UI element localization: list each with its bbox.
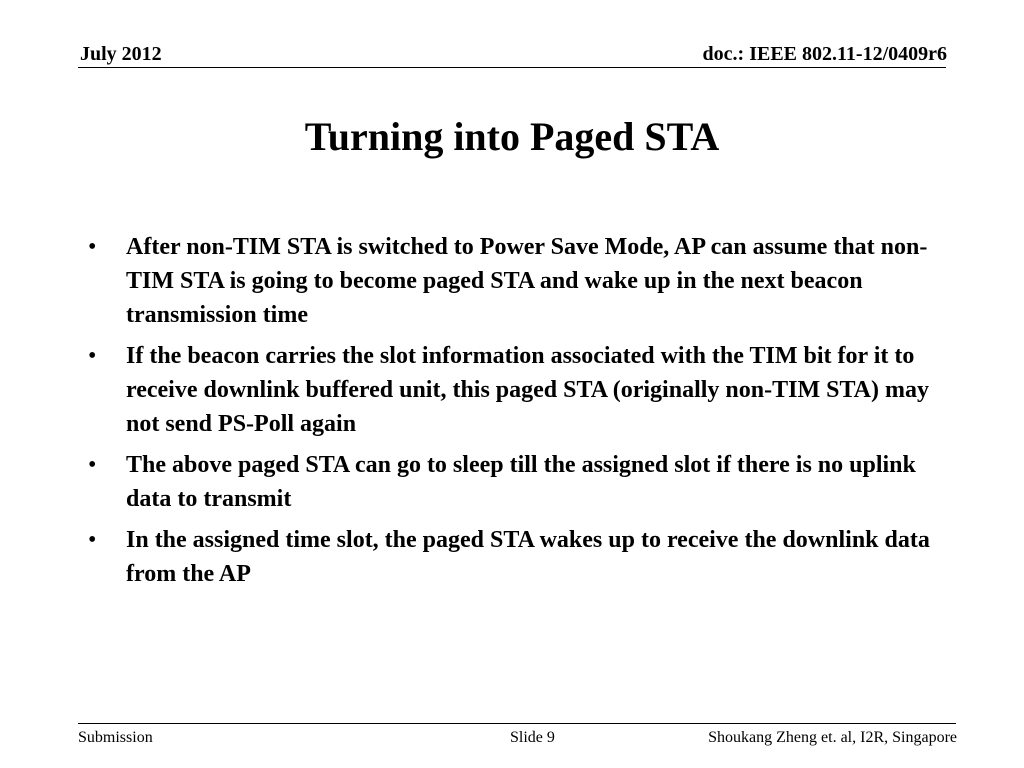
bullet-marker: • (88, 527, 97, 553)
bullet-text: The above paged STA can go to sleep till the assigned slot if there is no uplink data to transmit (126, 452, 916, 512)
bullet-list (88, 230, 930, 598)
bullet-text: If the beacon carries the slot information associated with the TIM bit for it to receive downlink buffered unit, this paged STA (originally non-TIM STA) may not send PS-Poll again (126, 343, 929, 437)
bullet-item (88, 448, 930, 516)
slide-title: Turning into Paged STA (304, 114, 720, 159)
footer-authors: Shoukang Zheng et. al, I2R, Singapore (708, 729, 957, 746)
header-date: July 2012 (80, 43, 162, 65)
bullet-item (88, 339, 930, 441)
header-document-id: doc.: IEEE 802.11-12/0409r6 (702, 43, 947, 65)
bullet-item (88, 523, 930, 591)
bullet-marker: • (88, 234, 97, 260)
bullet-marker: • (88, 452, 97, 478)
bullet-item (88, 230, 930, 332)
bullet-text: After non-TIM STA is switched to Power Save Mode, AP can assume that non-TIM STA is going to become paged STA and wake up in the next beacon transmission time (126, 234, 928, 328)
footer-slide-number: Slide 9 (510, 729, 555, 746)
bullet-marker: • (88, 343, 97, 369)
bullet-text: In the assigned time slot, the paged STA wakes up to receive the downlink data from the AP (126, 527, 930, 587)
footer-submission: Submission (78, 729, 153, 746)
header-divider (78, 67, 946, 68)
footer-divider (78, 723, 956, 724)
